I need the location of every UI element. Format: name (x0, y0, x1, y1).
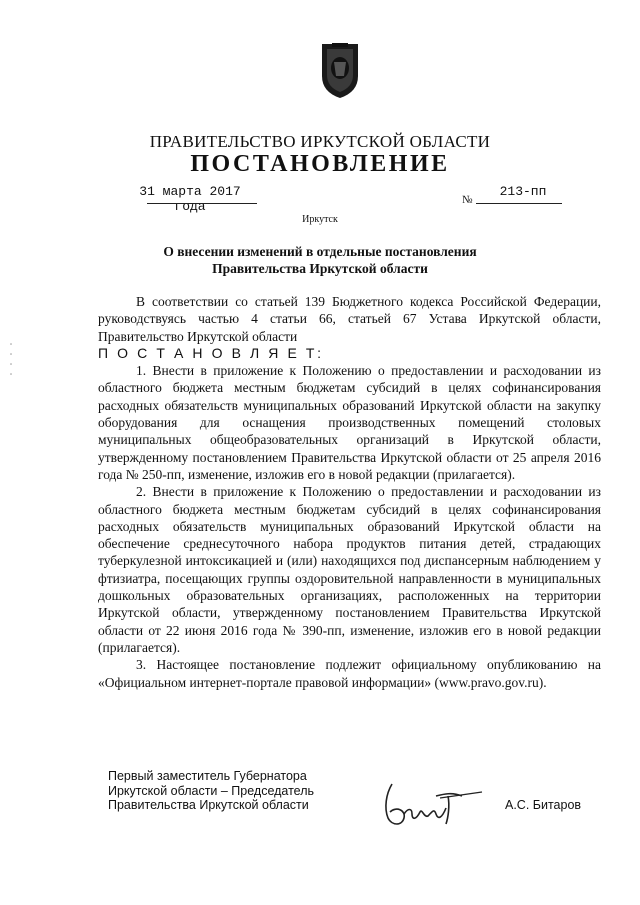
margin-marks (10, 340, 12, 380)
coat-of-arms-icon (318, 40, 362, 100)
document-type: ПОСТАНОВЛЕНИЕ (190, 151, 450, 177)
signer-position (108, 769, 368, 813)
item-3-paragraph: 3. Настоящее постановление подлежит официальному опубликованию на «Официальном интернет-портале правовой информации» (www.pravo.gov.ru). (98, 657, 601, 690)
document-body (98, 293, 601, 691)
title-line: Правительства Иркутской области (212, 261, 428, 276)
document-date (120, 184, 280, 214)
handwritten-signature-icon (378, 774, 488, 834)
preamble-paragraph: В соответствии со статьей 139 Бюджетного кодекса Российской Федерации, руководствуясь частью 4 статьи 66, статьей 67 Устава Иркутской области, Правительство Иркутской области (98, 294, 601, 344)
title-line: О внесении изменений в отдельные постановления (163, 244, 477, 259)
document-number: 213-пп (499, 184, 547, 199)
document-place: Иркутск (302, 214, 338, 225)
signer-name: А.С. Битаров (505, 798, 582, 812)
signer-position-line: Иркутской области – Председатель (108, 783, 315, 798)
decree-word: П О С Т А Н О В Л Я Е Т: (98, 344, 324, 361)
document-title (150, 243, 490, 277)
government-name: ПРАВИТЕЛЬСТВО ИРКУТСКОЙ ОБЛАСТИ (149, 132, 491, 151)
date-underline (147, 203, 257, 204)
signer-position-line: Первый заместитель Губернатора (108, 769, 307, 783)
number-underline (476, 203, 562, 204)
signer-position-line: Правительства Иркутской области (108, 798, 309, 812)
item-1-paragraph: 1. Внести в приложение к Положению о предоставлении и расходовании из областного бюджета местным бюджетам субсидий в целях софинансирования расходных обязательств муниципальных образований Иркутской области на закупку оборудования для оснащения производственных помещений столовых муниципальных общеобразовательных организаций в Иркутской области, утвержденному постановлением Правительства Иркутской области от 25 апреля 2016 года № 250-пп, изменение, изложив его в новой редакции (прилагается). (98, 363, 601, 482)
item-2-paragraph: 2. Внести в приложение к Положению о предоставлении и расходовании из областного бюджета местным бюджетам субсидий в целях софинансирования расходных обязательств муниципальных образований Иркутской области на обеспечение среднесуточного набора продуктов питания детей, страдающих туберкулезной интоксикацией и (или) находящихся под диспансерным наблюдением у фтизиатра, посещающих группы оздоровительной направленности в муниципальных дошкольных образовательных организациях, расположенных на территории Иркутской области, утвержденному постановлением Правительства Иркутской области от 22 июня 2016 года № 390-пп, изменение, изложив его в новой редакции (прилагается). (98, 484, 601, 655)
number-sign: № (462, 194, 473, 206)
date-value: 31 марта 2017 года (139, 184, 241, 214)
